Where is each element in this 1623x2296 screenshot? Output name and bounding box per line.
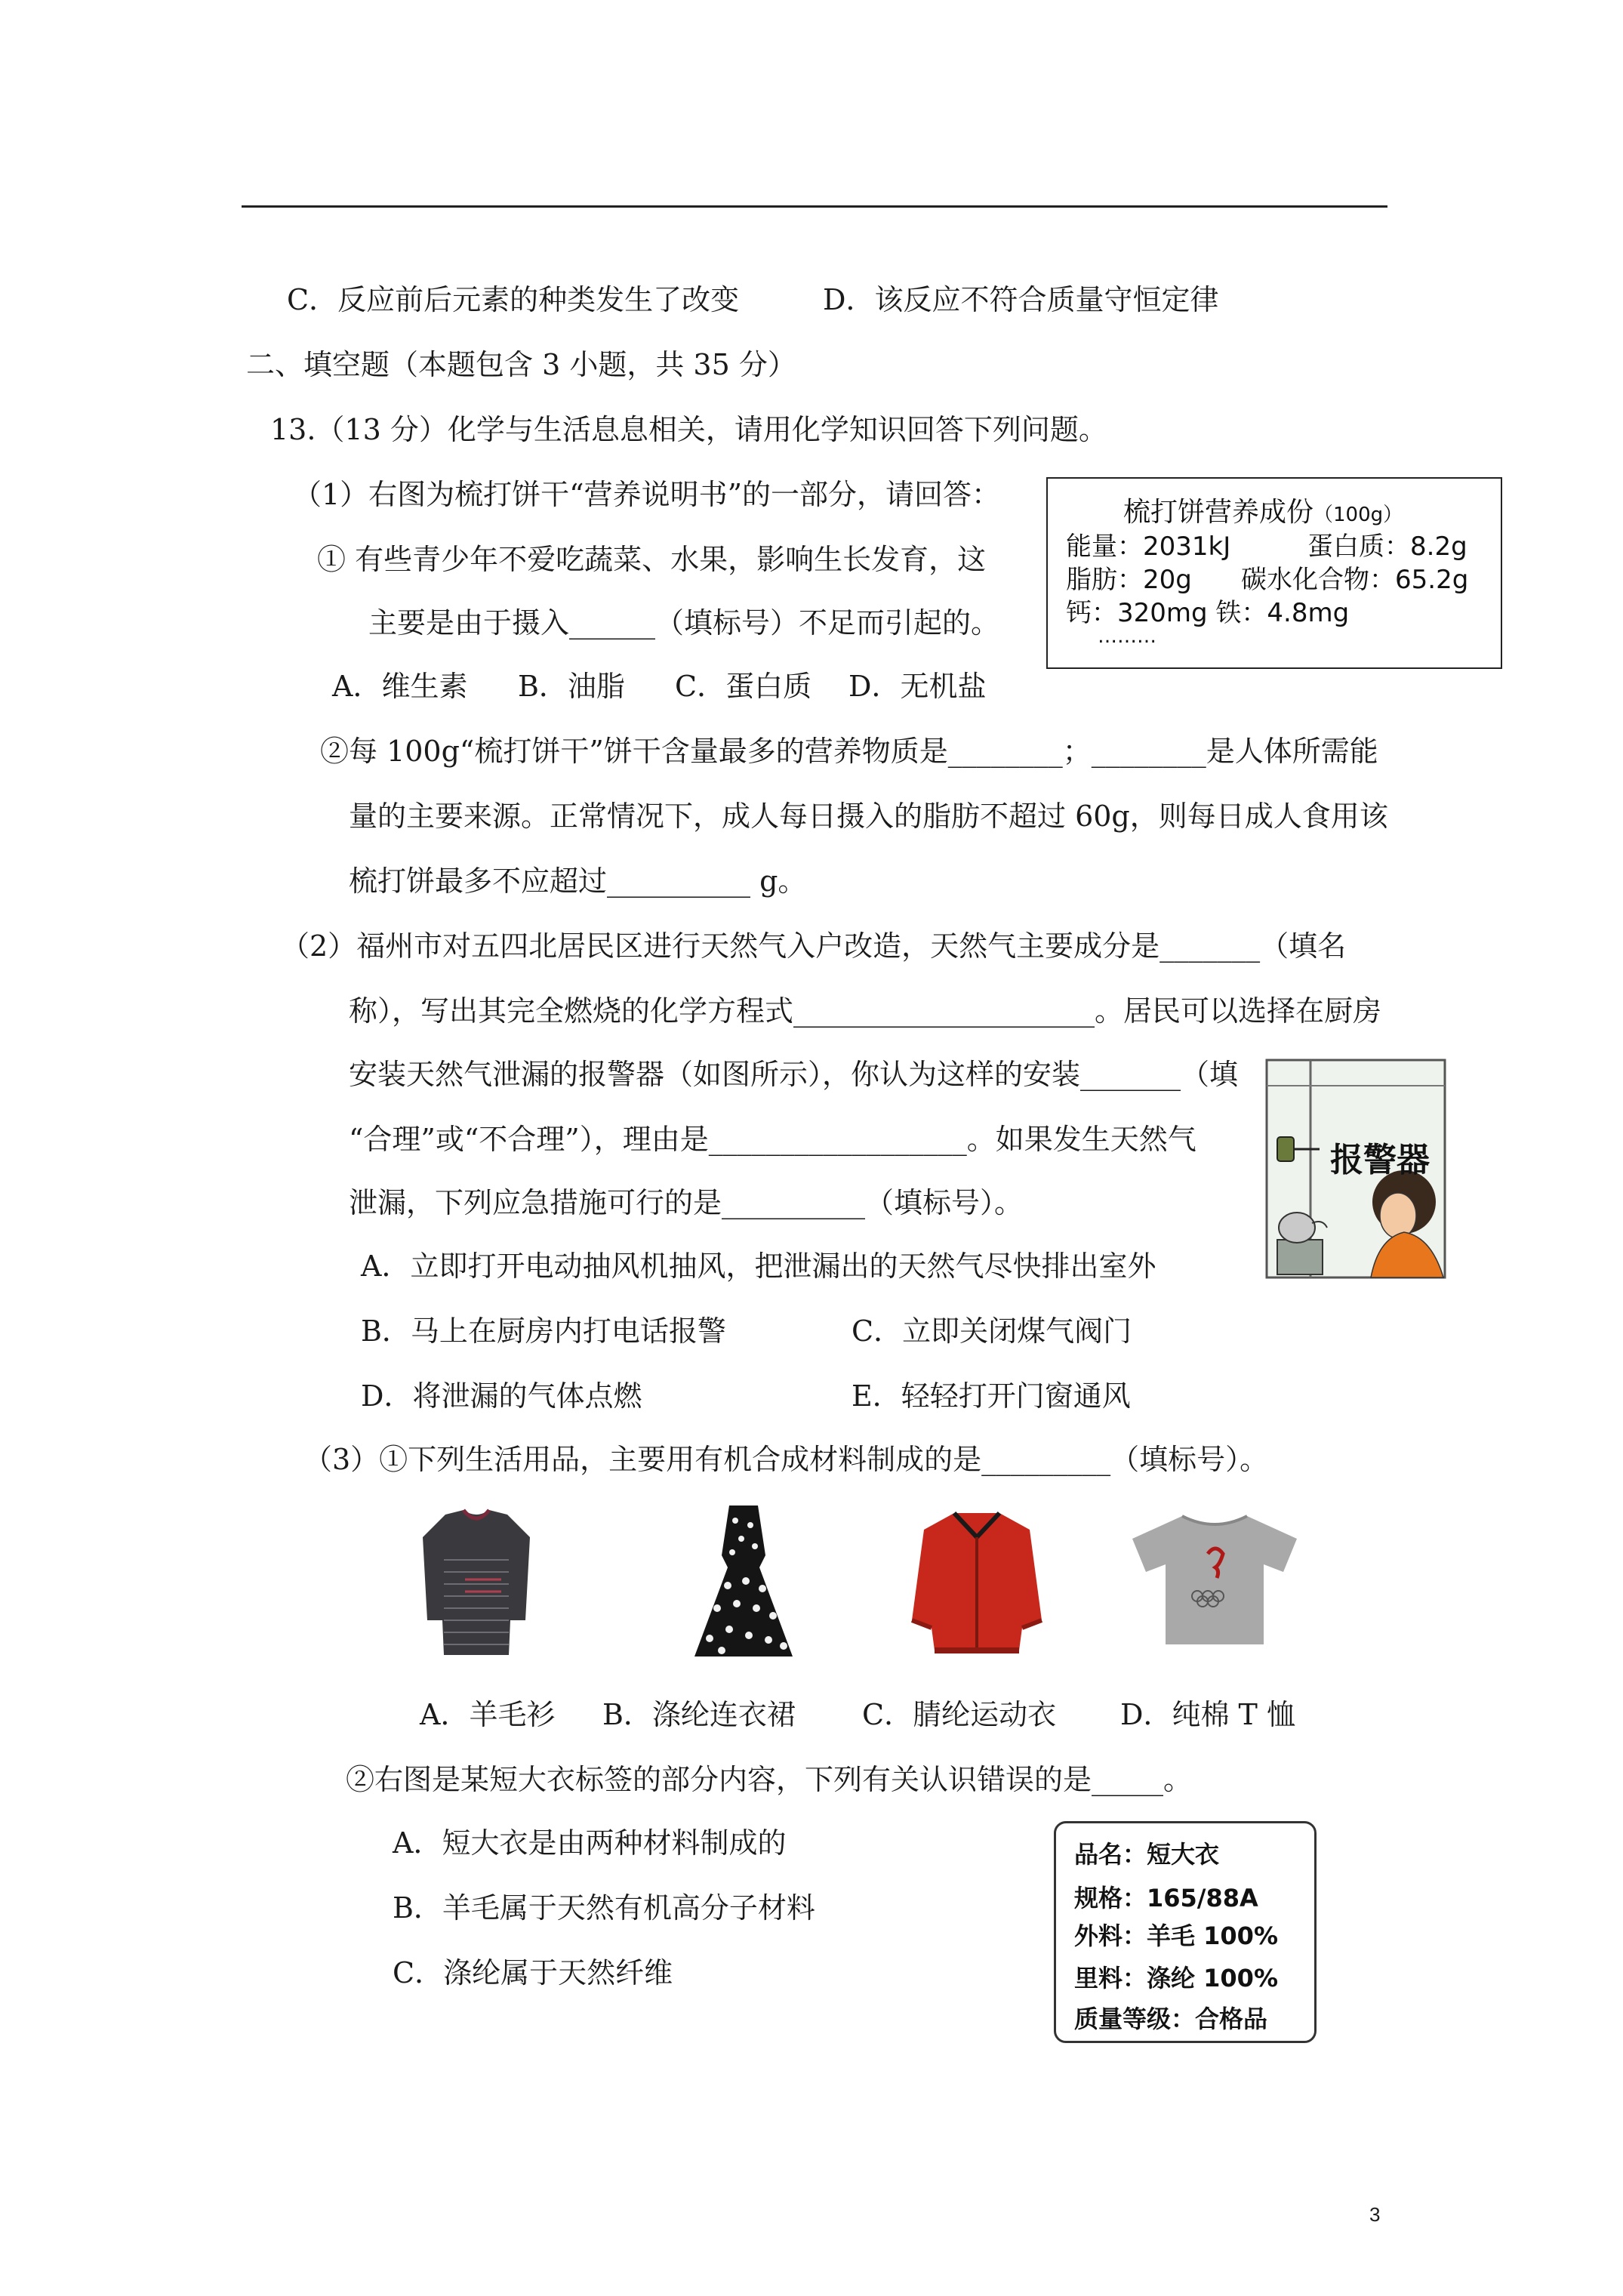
nutrition-minerals: 钙：320mg 铁：4.8mg xyxy=(1066,598,1350,628)
q12-option-c: C．反应前后元素的种类发生了改变 xyxy=(287,283,740,316)
q13-2-option-e: E．轻轻打开门窗通风 xyxy=(852,1379,1131,1413)
q13-2-line1: （2）福州市对五四北居民区进行天然气入户改造，天然气主要成分是_______（填名 xyxy=(281,929,1347,963)
q13-2-option-c: C．立即关闭煤气阀门 xyxy=(852,1314,1132,1348)
q13-1-intro: （1）右图为梳打饼干“营养说明书”的一部分，请回答： xyxy=(293,478,1001,511)
q13-3-line1: （3）①下列生活用品，主要用有机合成材料制成的是_________（填标号）。 xyxy=(303,1443,1269,1476)
nutrition-energy: 能量：2031kJ xyxy=(1066,532,1231,562)
q13-3-option-a: A．短大衣是由两种材料制成的 xyxy=(393,1826,787,1860)
q13-stem: 13.（13 分）化学与生活息息相关，请用化学知识回答下列问题。 xyxy=(270,413,1107,446)
q13-2-option-b: B．马上在厨房内打电话报警 xyxy=(361,1314,726,1348)
q13-1-sub2-line1: ②每 100g“梳打饼干”饼干含量最多的营养物质是________；________是人体所需能 xyxy=(320,735,1378,768)
q13-3-option-b: B．羊毛属于天然有机高分子材料 xyxy=(393,1891,815,1925)
q13-3-sub2: ②右图是某短大衣标签的部分内容，下列有关认识错误的是_____。 xyxy=(346,1763,1193,1796)
gas-alarm-picture xyxy=(1265,1059,1446,1279)
option-d: D．无机盐 xyxy=(848,670,987,703)
label-size: 规格：165/88A xyxy=(1074,1884,1258,1912)
polyester-dress-image xyxy=(687,1502,800,1661)
clothes-option-d: D．纯棉 T 恤 xyxy=(1120,1698,1295,1731)
q13-3-option-c: C．涤纶属于天然纤维 xyxy=(393,1956,673,1989)
label-name: 品名：短大衣 xyxy=(1074,1840,1220,1869)
page-number: 3 xyxy=(1369,2203,1381,2226)
q13-2-option-d: D．将泄漏的气体点燃 xyxy=(361,1379,642,1413)
clothes-option-b: B．涤纶连衣裙 xyxy=(602,1698,796,1731)
nutrition-carbs: 碳水化合物：65.2g xyxy=(1241,565,1469,595)
nutrition-protein: 蛋白质：8.2g xyxy=(1307,532,1467,562)
label-outer: 外料：羊毛 100% xyxy=(1074,1922,1279,1950)
q13-1-sub1-line1: ① 有些青少年不爱吃蔬菜、水果，影响生长发育，这 xyxy=(317,543,987,576)
alarm-label: 报警器 xyxy=(1330,1141,1430,1179)
q13-2-line3: 安装天然气泄漏的报警器（如图所示），你认为这样的安装_______（填 xyxy=(349,1058,1239,1091)
option-c: C．蛋白质 xyxy=(675,670,812,703)
q13-1-sub2-line3: 梳打饼最多不应超过__________ g。 xyxy=(349,864,807,898)
clothes-option-a: A．羊毛衫 xyxy=(420,1698,556,1731)
clothes-option-c: C．腈纶运动衣 xyxy=(862,1698,1057,1731)
option-b: B．油脂 xyxy=(518,670,625,703)
wool-sweater-image xyxy=(420,1507,533,1658)
cotton-tshirt-image xyxy=(1129,1512,1300,1647)
acrylic-sportswear-image xyxy=(909,1507,1045,1655)
q13-2-line4: “合理”或“不合理”），理由是__________________。如果发生天然气 xyxy=(349,1123,1196,1156)
header-rule xyxy=(242,205,1387,208)
garment-label-box xyxy=(1054,1821,1317,2043)
q12-option-d: D．该反应不符合质量守恒定律 xyxy=(823,283,1219,316)
nutrition-more: ……… xyxy=(1098,625,1156,648)
label-inner: 里料：涤纶 100% xyxy=(1074,1964,1279,1992)
option-a: A．维生素 xyxy=(332,670,468,703)
q13-2-line2: 称），写出其完全燃烧的化学方程式_____________________。居民可以选择在厨房 xyxy=(349,994,1382,1028)
nutrition-title: 梳打饼营养成份（100g） xyxy=(1123,497,1403,528)
q13-1-sub1-line2: 主要是由于摄入______（填标号）不足而引起的。 xyxy=(368,606,1000,639)
q13-2-line5: 泄漏，下列应急措施可行的是__________（填标号）。 xyxy=(349,1186,1024,1219)
q13-1-sub2-line2: 量的主要来源。正常情况下，成人每日摄入的脂肪不超过 60g，则每日成人食用该 xyxy=(349,800,1388,833)
section-title: 二、填空题（本题包含 3 小题，共 35 分） xyxy=(246,348,796,381)
nutrition-facts-box xyxy=(1046,477,1502,669)
label-grade: 质量等级：合格品 xyxy=(1074,2005,1268,2033)
q13-2-option-a: A．立即打开电动抽风机抽风，把泄漏出的天然气尽快排出室外 xyxy=(361,1250,1156,1283)
nutrition-fat: 脂肪：20g xyxy=(1066,565,1192,595)
